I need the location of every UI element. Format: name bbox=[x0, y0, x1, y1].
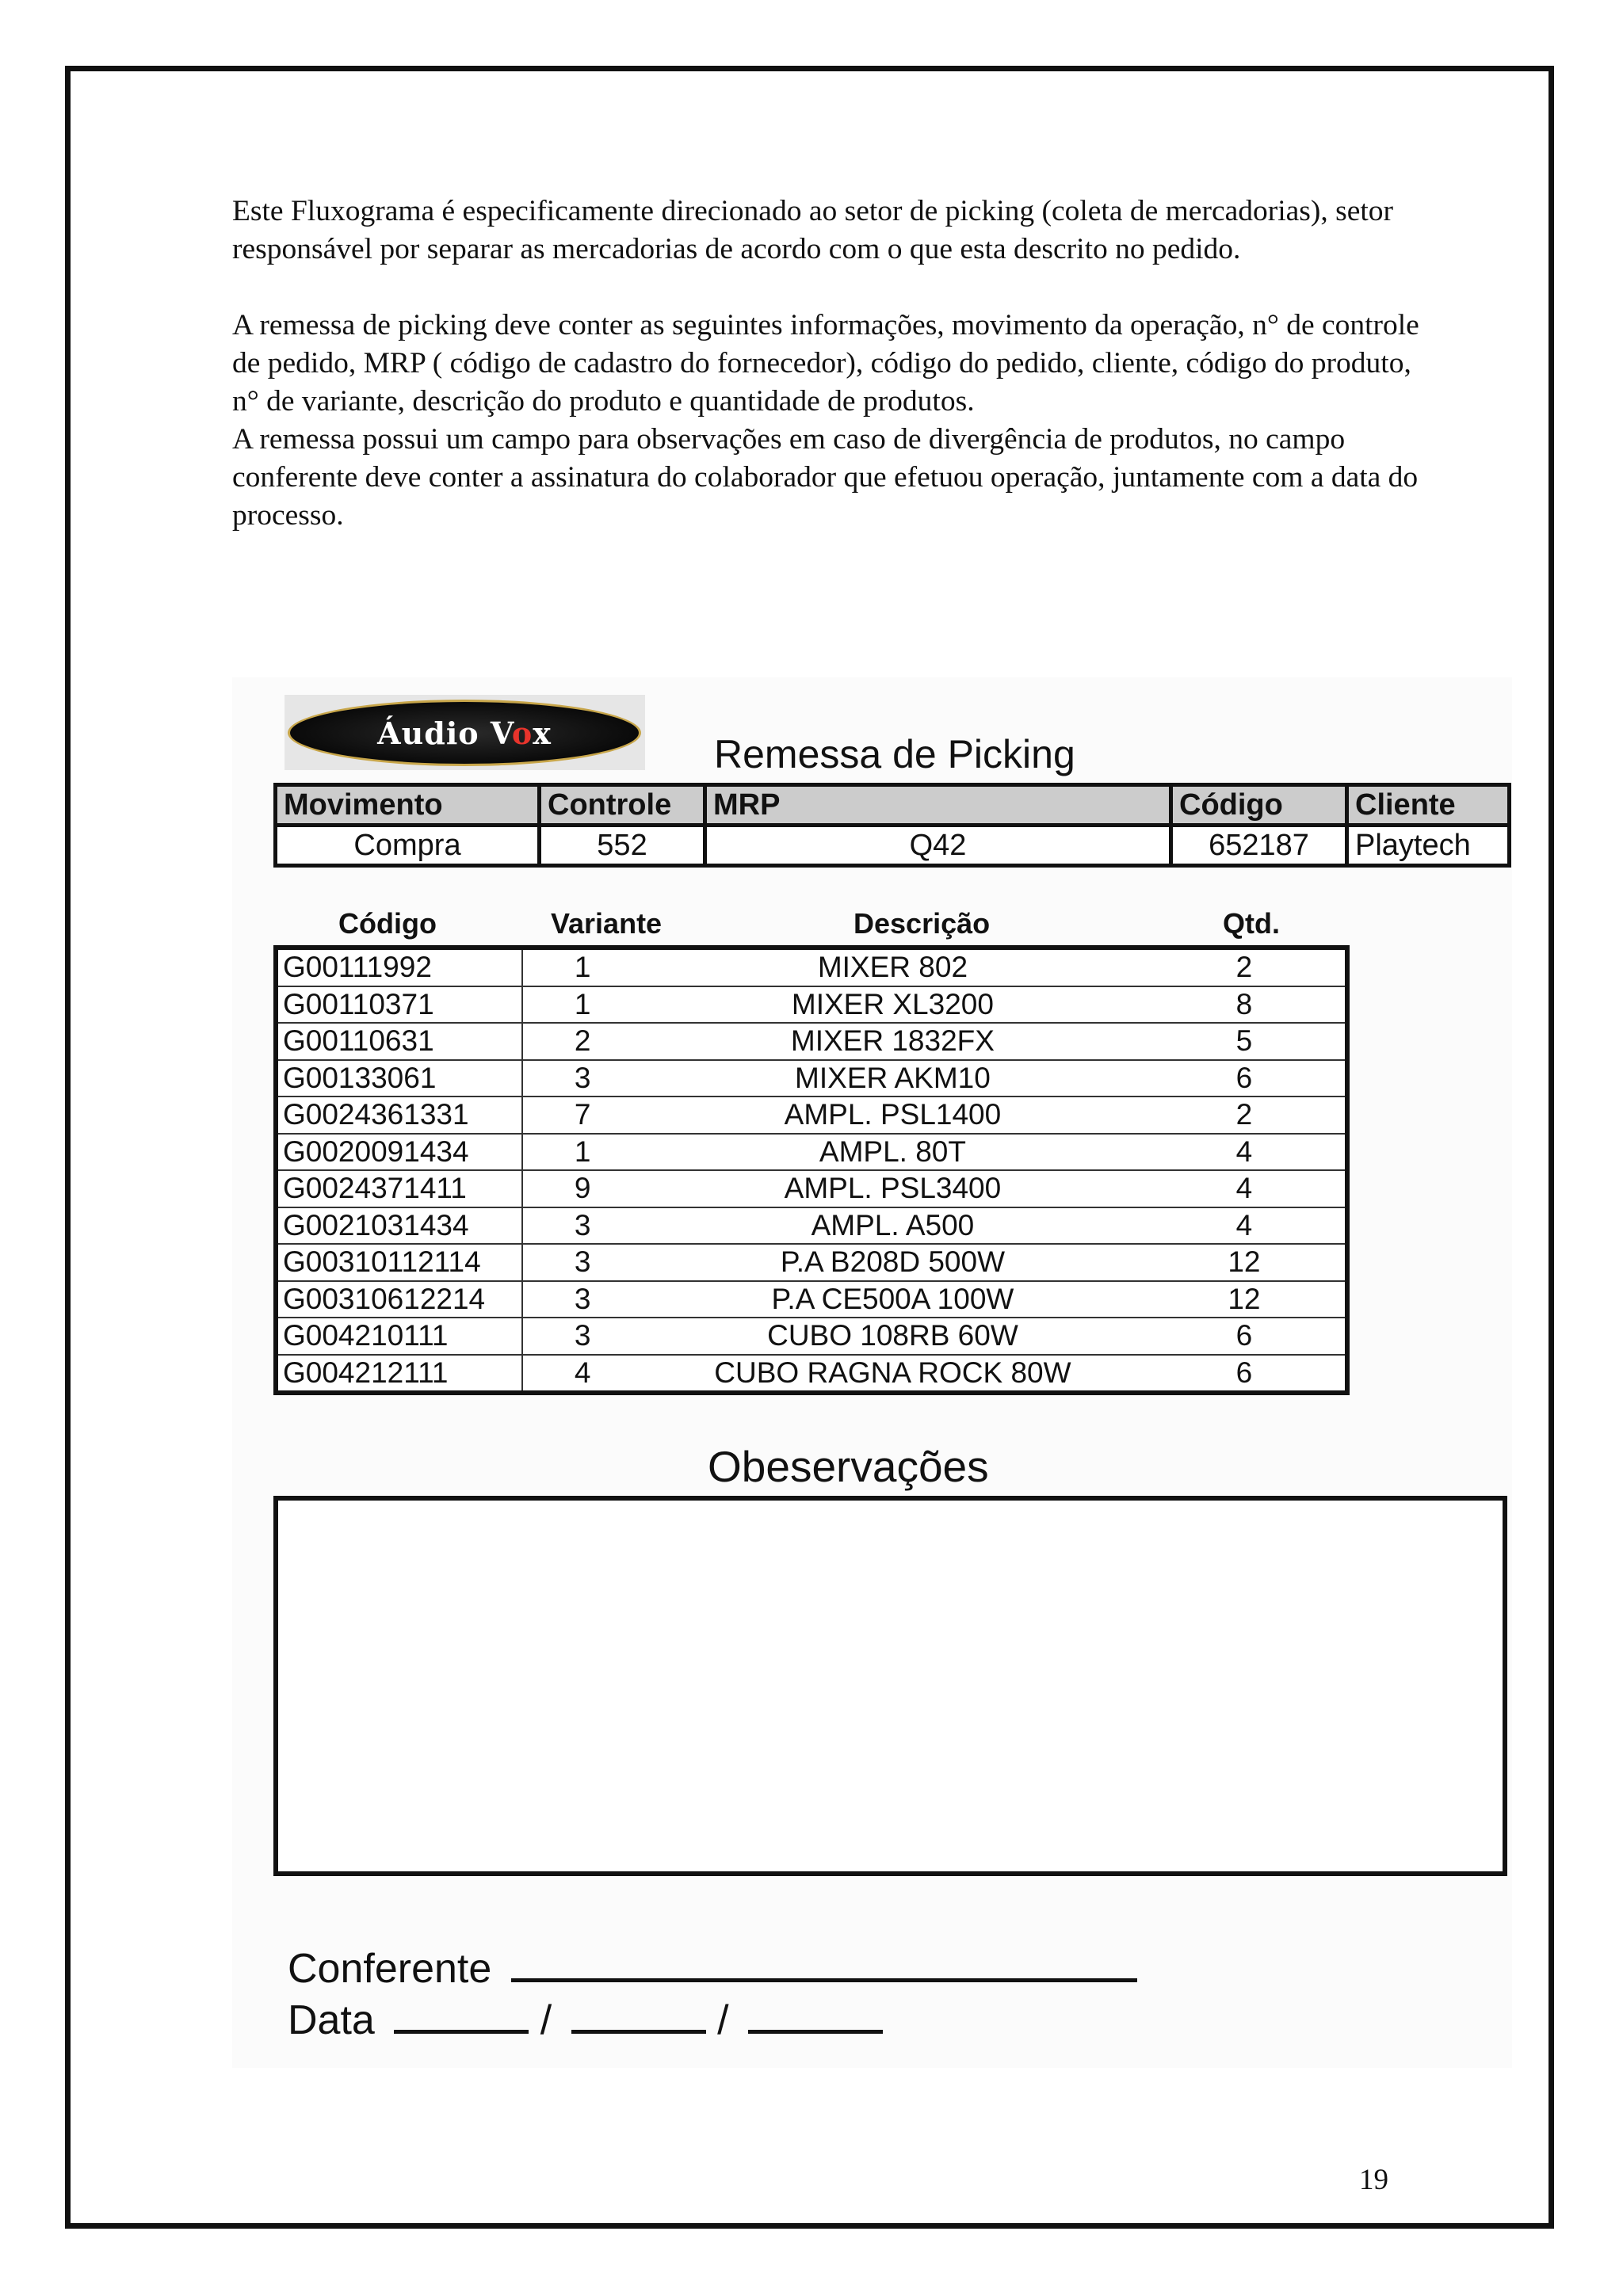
item-codigo: G0021031434 bbox=[276, 1207, 522, 1245]
item-row bbox=[276, 1355, 1347, 1394]
date-separator-1: / bbox=[540, 1997, 552, 2043]
date-year-field bbox=[748, 2000, 883, 2034]
date-month-field bbox=[571, 2000, 706, 2034]
item-variante: 3 bbox=[522, 1060, 642, 1097]
paragraph-observations: A remessa possui um campo para observações em caso de divergência de produtos, no campo conferente deve conter a assinatura do colaborador que efetuou operação, juntamente com a data do processo. bbox=[232, 423, 1419, 532]
header-label-mrp: MRP bbox=[705, 785, 1171, 826]
item-codigo: G00110371 bbox=[276, 986, 522, 1024]
item-descricao: AMPL. PSL1400 bbox=[642, 1097, 1144, 1134]
header-value-cliente: Playtech bbox=[1347, 826, 1510, 866]
item-qtd: 5 bbox=[1144, 1023, 1347, 1060]
item-variante: 1 bbox=[522, 948, 642, 986]
item-qtd: 6 bbox=[1144, 1355, 1347, 1394]
header-value-controle: 552 bbox=[540, 826, 705, 866]
item-descricao: MIXER 1832FX bbox=[642, 1023, 1144, 1060]
column-header-qtd: Qtd. bbox=[1223, 907, 1280, 940]
header-label-cliente: Cliente bbox=[1347, 785, 1510, 826]
item-qtd: 2 bbox=[1144, 1097, 1347, 1134]
item-row bbox=[276, 1134, 1347, 1171]
header-value-codigo: 652187 bbox=[1171, 826, 1347, 866]
paragraph-intro: Este Fluxograma é especificamente direcionado ao setor de picking (coleta de mercadorias), setor responsável por separar as mercadorias de acordo com o que esta descrito no pedido. bbox=[232, 195, 1394, 265]
item-variante: 3 bbox=[522, 1281, 642, 1318]
date-separator-2: / bbox=[717, 1997, 729, 2043]
item-variante: 9 bbox=[522, 1170, 642, 1207]
item-descricao: AMPL. PSL3400 bbox=[642, 1170, 1144, 1207]
item-row bbox=[276, 1281, 1347, 1318]
item-row bbox=[276, 1170, 1347, 1207]
observations-title: Obeservações bbox=[708, 1442, 989, 1491]
observations-box bbox=[273, 1496, 1507, 1876]
item-qtd: 4 bbox=[1144, 1134, 1347, 1171]
item-variante: 7 bbox=[522, 1097, 642, 1134]
item-row bbox=[276, 1097, 1347, 1134]
column-header-variante: Variante bbox=[551, 907, 663, 940]
item-variante: 1 bbox=[522, 986, 642, 1024]
item-qtd: 6 bbox=[1144, 1318, 1347, 1355]
item-codigo: G004212111 bbox=[276, 1355, 522, 1394]
item-variante: 3 bbox=[522, 1244, 642, 1281]
data-line bbox=[288, 1997, 883, 2044]
item-descricao: P.A B208D 500W bbox=[642, 1244, 1144, 1281]
conferente-label: Conferente bbox=[288, 1946, 492, 1992]
logo-oval bbox=[288, 700, 641, 766]
item-qtd: 12 bbox=[1144, 1281, 1347, 1318]
items-column-headers bbox=[273, 907, 1350, 942]
item-descricao: MIXER XL3200 bbox=[642, 986, 1144, 1024]
item-descricao: AMPL. 80T bbox=[642, 1134, 1144, 1171]
header-value-movimento: Compra bbox=[276, 826, 540, 866]
item-codigo: G00310612214 bbox=[276, 1281, 522, 1318]
data-label: Data bbox=[288, 1997, 375, 2043]
date-day-field bbox=[394, 2000, 529, 2034]
item-row bbox=[276, 1318, 1347, 1355]
item-qtd: 12 bbox=[1144, 1244, 1347, 1281]
item-qtd: 6 bbox=[1144, 1060, 1347, 1097]
item-row bbox=[276, 1023, 1347, 1060]
column-header-descricao: Descrição bbox=[854, 907, 991, 940]
item-codigo: G0020091434 bbox=[276, 1134, 522, 1171]
item-row bbox=[276, 1060, 1347, 1097]
item-variante: 3 bbox=[522, 1207, 642, 1245]
audio-vox-logo bbox=[285, 695, 645, 770]
item-descricao: AMPL. A500 bbox=[642, 1207, 1144, 1245]
page-number: 19 bbox=[1359, 2164, 1388, 2196]
item-row bbox=[276, 948, 1347, 986]
item-descricao: CUBO 108RB 60W bbox=[642, 1318, 1144, 1355]
header-values-row bbox=[276, 826, 1510, 866]
item-codigo: G004210111 bbox=[276, 1318, 522, 1355]
item-codigo: G00110631 bbox=[276, 1023, 522, 1060]
item-row bbox=[276, 1244, 1347, 1281]
logo-text: Áudio Vox bbox=[377, 715, 552, 751]
item-codigo: G0024371411 bbox=[276, 1170, 522, 1207]
header-labels-row bbox=[276, 785, 1510, 826]
item-descricao: MIXER 802 bbox=[642, 948, 1144, 986]
item-codigo: G0024361331 bbox=[276, 1097, 522, 1134]
body-text bbox=[232, 193, 1421, 535]
item-variante: 3 bbox=[522, 1318, 642, 1355]
header-table bbox=[273, 783, 1511, 868]
item-codigo: G00310112114 bbox=[276, 1244, 522, 1281]
item-qtd: 2 bbox=[1144, 948, 1347, 986]
item-descricao: P.A CE500A 100W bbox=[642, 1281, 1144, 1318]
conferente-line bbox=[288, 1945, 1137, 1993]
item-variante: 1 bbox=[522, 1134, 642, 1171]
item-variante: 2 bbox=[522, 1023, 642, 1060]
item-descricao: CUBO RAGNA ROCK 80W bbox=[642, 1355, 1144, 1394]
picking-form-image bbox=[232, 677, 1512, 2068]
item-variante: 4 bbox=[522, 1355, 642, 1394]
item-qtd: 8 bbox=[1144, 986, 1347, 1024]
header-label-controle: Controle bbox=[540, 785, 705, 826]
form-title: Remessa de Picking bbox=[714, 732, 1075, 776]
item-descricao: MIXER AKM10 bbox=[642, 1060, 1144, 1097]
column-header-codigo: Código bbox=[338, 907, 437, 940]
header-label-movimento: Movimento bbox=[276, 785, 540, 826]
conferente-signature-field bbox=[511, 1948, 1137, 1982]
item-row bbox=[276, 1207, 1347, 1245]
paragraph-contents: A remessa de picking deve conter as seguintes informações, movimento da operação, n° de controle de pedido, MRP ( código de cadastro do fornecedor), código do pedido, cliente, código do produto, n° de variante, descrição do produto e quantidade de produtos. bbox=[232, 309, 1419, 418]
item-qtd: 4 bbox=[1144, 1170, 1347, 1207]
item-row bbox=[276, 986, 1347, 1024]
item-qtd: 4 bbox=[1144, 1207, 1347, 1245]
header-label-codigo: Código bbox=[1171, 785, 1347, 826]
items-table bbox=[273, 945, 1350, 1395]
header-value-mrp: Q42 bbox=[705, 826, 1171, 866]
item-codigo: G00133061 bbox=[276, 1060, 522, 1097]
item-codigo: G00111992 bbox=[276, 948, 522, 986]
